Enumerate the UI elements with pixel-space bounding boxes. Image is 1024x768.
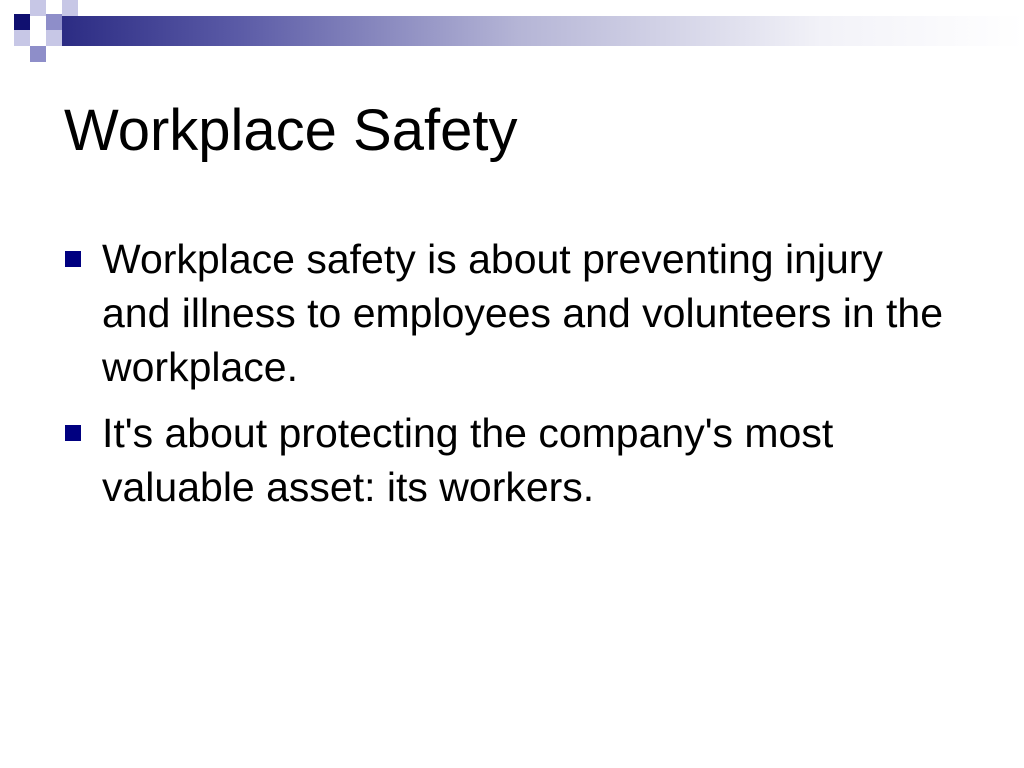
square-bullet-icon bbox=[65, 425, 81, 441]
bullet-item bbox=[64, 406, 964, 514]
header-gradient-bar bbox=[14, 16, 1024, 46]
ornament-square-light bbox=[62, 0, 78, 16]
ornament-square-light bbox=[14, 30, 30, 46]
ornament-square-mid bbox=[46, 14, 62, 30]
bullet-item bbox=[64, 232, 964, 394]
ornament-square-dark bbox=[14, 14, 30, 30]
bullet-list bbox=[64, 232, 964, 526]
square-bullet-icon bbox=[65, 251, 81, 267]
ornament-square-mid bbox=[30, 46, 46, 62]
ornament-square-light bbox=[30, 0, 46, 16]
ornament-square-light bbox=[46, 30, 62, 46]
bullet-text: Workplace safety is about preventing injury and illness to employees and volunteers in the workplace. bbox=[102, 236, 944, 390]
bullet-text: It's about protecting the company's most valuable asset: its workers. bbox=[102, 410, 834, 510]
slide-title: Workplace Safety bbox=[64, 98, 518, 163]
